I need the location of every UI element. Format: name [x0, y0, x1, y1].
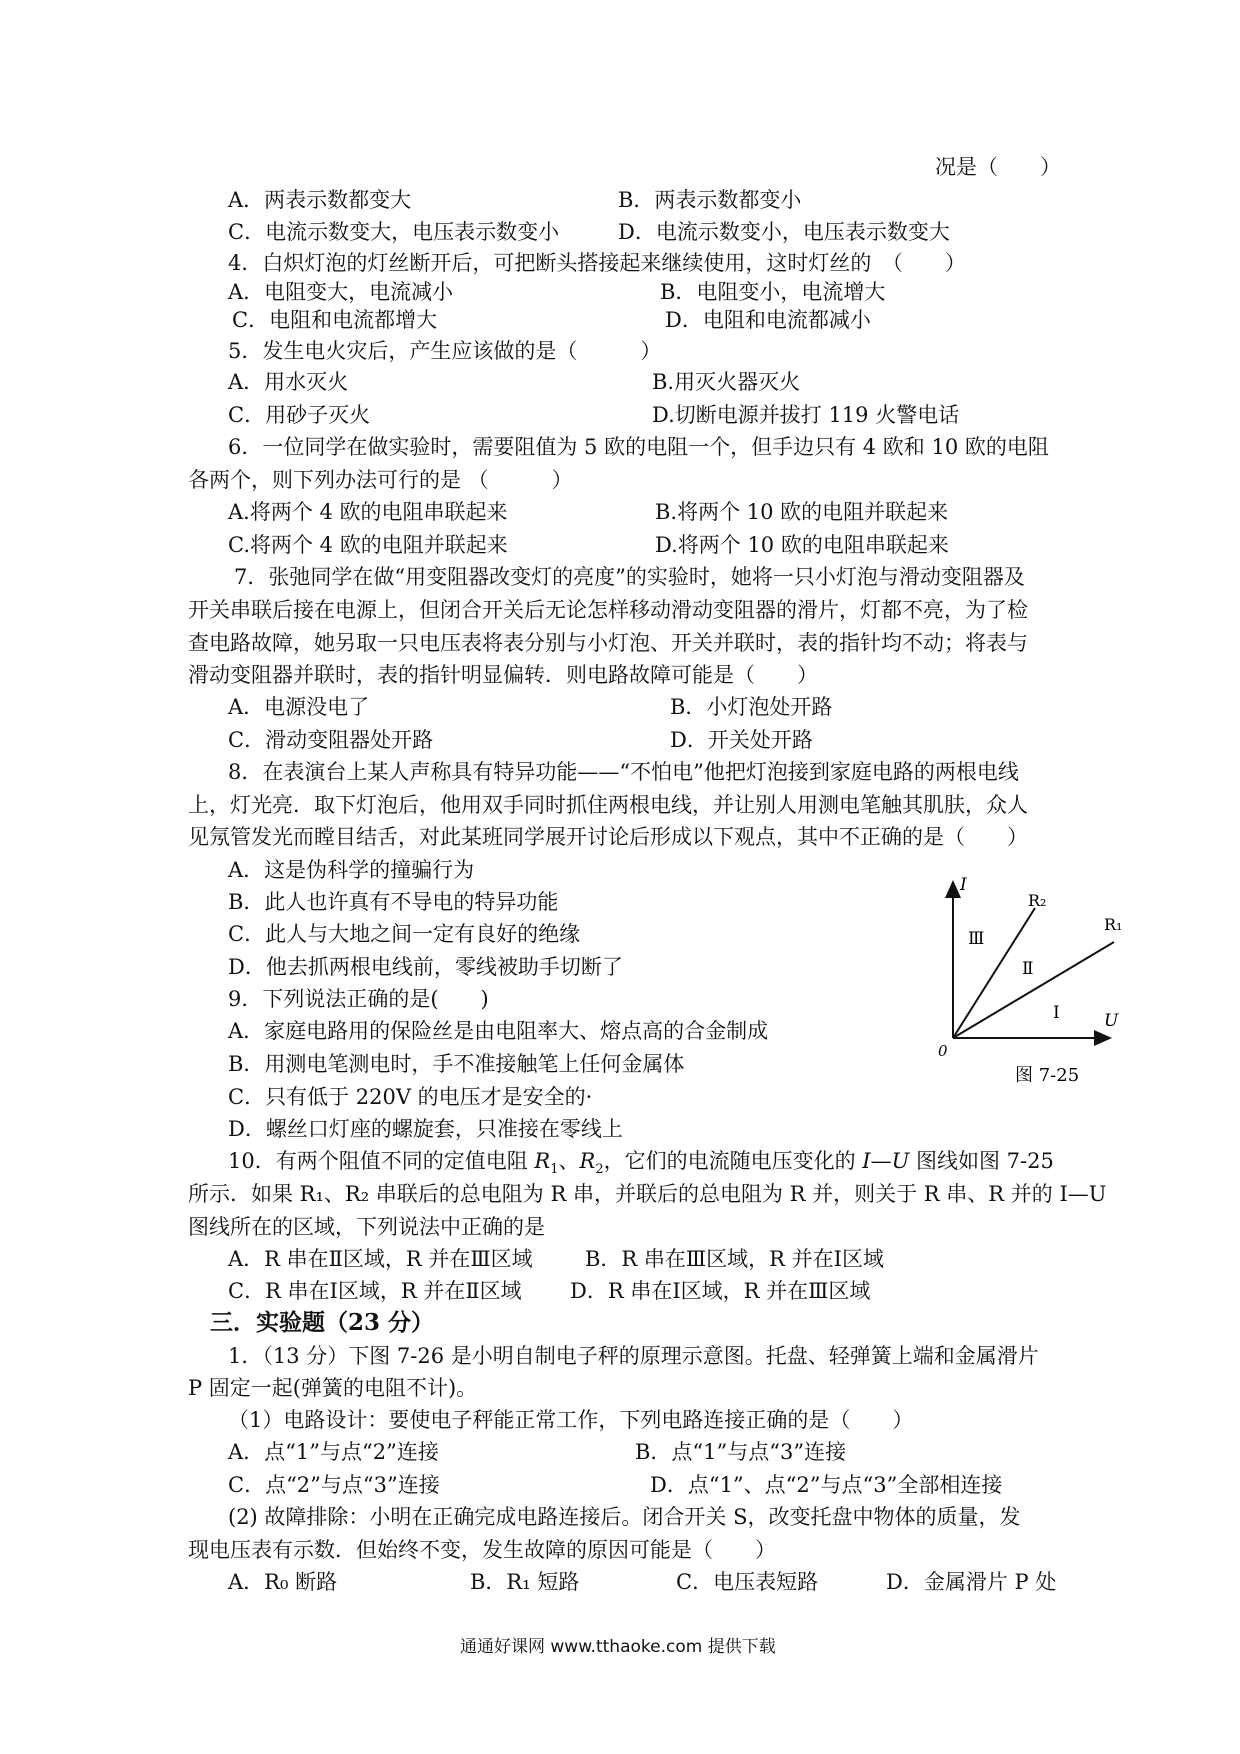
q8-option-c: C．此人与大地之间一定有良好的绝缘: [228, 922, 581, 946]
q7-stem-line3: 查电路故障，她另取一只电压表将表分别与小灯泡、开关并联时，表的指针均不动；将表与: [188, 631, 1028, 655]
origin-label: 0: [938, 1042, 948, 1060]
q8-option-b: B．此人也许真有不导电的特异功能: [228, 890, 559, 914]
exp1-sub1-option-a: A．点“1”与点“2”连接: [228, 1440, 439, 1464]
q7-option-c: C．滑动变阻器处开路: [228, 728, 434, 752]
q4-option-a: A．电阻变大，电流减小: [228, 280, 454, 304]
q5-option-c: C．用砂子灭火: [228, 403, 371, 427]
exp1-sub2-option-d: D．金属滑片 P 处: [886, 1570, 1057, 1594]
q4-option-c: C．电阻和电流都增大: [232, 308, 438, 332]
q7-option-a: A．电源没电了: [228, 695, 370, 719]
q9-option-d: D．螺丝口灯座的螺旋套，只准接在零线上: [228, 1117, 623, 1141]
q4-stem: 4．白炽灯泡的灯丝断开后，可把断头搭接起来继续使用，这时灯丝的 （ ）: [228, 251, 966, 275]
q6-stem-line2: 各两个，则下列办法可行的是 （ ）: [188, 468, 573, 492]
figure-7-25: [930, 868, 1130, 1083]
q5-option-d: D.切断电源并拔打 119 火警电话: [652, 403, 960, 427]
q4-option-d: D．电阻和电流都减小: [665, 308, 871, 332]
exp1-sub2-option-c: C．电压表短路: [676, 1570, 819, 1594]
q7-option-b: B．小灯泡处开路: [670, 695, 833, 719]
q8-option-a: A．这是伪科学的撞骗行为: [228, 858, 475, 882]
r1-label: R₁: [1104, 915, 1123, 934]
q10-option-a: A．R 串在Ⅱ区域，R 并在Ⅲ区域: [228, 1247, 533, 1271]
region-1-label: Ⅰ: [1053, 1003, 1060, 1023]
exp1-sub2-option-a: A．R₀ 断路: [228, 1570, 338, 1594]
q10-stem-line1: 10．有两个阻值不同的定值电阻 $R_1$、$R_2$，它们的电流随电压变化的 I—U 图线如图 7-25: [228, 1149, 1054, 1178]
q6-stem-line1: 6．一位同学在做实验时，需要阻值为 5 欧的电阻一个，但手边只有 4 欧和 10 欧的电阻: [228, 435, 1049, 459]
q7-stem-line2: 开关串联后接在电源上，但闭合开关后无论怎样移动滑动变阻器的滑片，灯都不亮，为了检: [188, 598, 1028, 622]
exp1-sub1-stem: （1）电路设计：要使电子秤能正常工作，下列电路连接正确的是（ ）: [228, 1408, 914, 1432]
q5-stem: 5．发生电火灾后，产生应该做的是（ ）: [228, 339, 662, 363]
exp1-sub1-option-b: B．点“1”与点“3”连接: [635, 1440, 847, 1464]
q3-option-d: D．电流示数变小，电压表示数变大: [618, 220, 950, 244]
region-2-label: Ⅱ: [1022, 959, 1034, 979]
q6-option-d: D.将两个 10 欧的电阻串联起来: [655, 533, 949, 557]
q10-option-d: D．R 串在Ⅰ区域，R 并在Ⅲ区域: [570, 1279, 871, 1303]
section-3-heading: 三．实验题（23 分）: [210, 1309, 435, 1336]
q8-option-d: D．他去抓两根电线前，零线被助手切断了: [228, 955, 623, 979]
exp1-sub1-option-c: C．点“2”与点“3”连接: [228, 1473, 440, 1497]
q10-option-b: B．R 串在Ⅲ区域，R 并在Ⅰ区域: [585, 1247, 884, 1271]
q8-stem-line3: 见氖管发光而瞠目结舌，对此某班同学展开讨论后形成以下观点，其中不正确的是（ ）: [188, 825, 1028, 849]
exp1-stem-line1: 1．（13 分）下图 7-26 是小明自制电子秤的原理示意图。托盘、轻弹簧上端和金属滑片: [228, 1344, 1039, 1368]
region-3-label: Ⅲ: [968, 929, 985, 949]
q8-stem-line2: 上，灯光亮．取下灯泡后，他用双手同时抓住两根电线，并让别人用测电笔触其肌肤，众人: [188, 793, 1028, 817]
q9-option-b: B．用测电笔测电时，手不准接触笔上任何金属体: [228, 1052, 685, 1076]
r2-label: R₂: [1028, 891, 1047, 910]
y-axis-label: I: [960, 875, 967, 895]
q6-option-a: A.将两个 4 欧的电阻串联起来: [228, 500, 508, 524]
q9-option-a: A．家庭电路用的保险丝是由电阻率大、熔点高的合金制成: [228, 1019, 769, 1043]
q7-stem-line1: 7．张弛同学在做“用变阻器改变灯的亮度”的实验时，她将一只小灯泡与滑动变阻器及: [234, 565, 1025, 589]
exp1-stem-line2: P 固定一起(弹簧的电阻不计)。: [188, 1376, 478, 1400]
q6-option-b: B.将两个 10 欧的电阻并联起来: [655, 500, 949, 524]
q2-tail: 况是（ ）: [935, 155, 1061, 179]
r1-line: [953, 942, 1114, 1038]
q4-option-b: B．电阻变小，电流增大: [660, 280, 886, 304]
q3-option-b: B．两表示数都变小: [618, 188, 802, 212]
q8-stem-line1: 8．在表演台上某人声称具有特异功能——“不怕电”他把灯泡接到家庭电路的两根电线: [228, 760, 1019, 784]
q7-option-d: D．开关处开路: [670, 728, 813, 752]
q7-stem-line4: 滑动变阻器并联时，表的指针明显偏转．则电路故障可能是（ ）: [188, 663, 818, 687]
q10-stem-line3: 图线所在的区域，下列说法中正确的是: [188, 1215, 545, 1239]
exp1-sub2-option-b: B．R₁ 短路: [470, 1570, 580, 1594]
x-axis-label: U: [1104, 1011, 1119, 1031]
q9-option-c: C．只有低于 220V 的电压才是安全的·: [228, 1085, 593, 1109]
q3-option-a: A．两表示数都变大: [228, 188, 412, 212]
exp1-sub1-option-d: D．点“1”、点“2”与点“3”全部相连接: [650, 1473, 1003, 1497]
q10-option-c: C．R 串在Ⅰ区域，R 并在Ⅱ区域: [228, 1279, 522, 1303]
q9-stem: 9．下列说法正确的是( ): [228, 987, 489, 1011]
exp1-sub2-stem-line2: 现电压表有示数．但始终不变，发生故障的原因可能是（ ）: [188, 1538, 776, 1562]
q5-option-b: B.用灭火器灭火: [652, 370, 801, 394]
exp1-sub2-stem-line1: (2) 故障排除：小明在正确完成电路连接后。闭合开关 S，改变托盘中物体的质量，发: [228, 1505, 1021, 1529]
footer-source: 通通好课网 www.tthaoke.com 提供下载: [460, 1637, 776, 1657]
figure-caption: 图 7-25: [1015, 1065, 1080, 1083]
q5-option-a: A．用水灭火: [228, 370, 349, 394]
q10-stem-line2: 所示．如果 R₁、R₂ 串联后的总电阻为 R 串，并联后的总电阻为 R 并，则关于 R 串、R 并的 I—U: [188, 1182, 1107, 1206]
q3-option-c: C．电流示数变大，电压表示数变小: [228, 220, 560, 244]
q6-option-c: C.将两个 4 欧的电阻并联起来: [228, 533, 508, 557]
